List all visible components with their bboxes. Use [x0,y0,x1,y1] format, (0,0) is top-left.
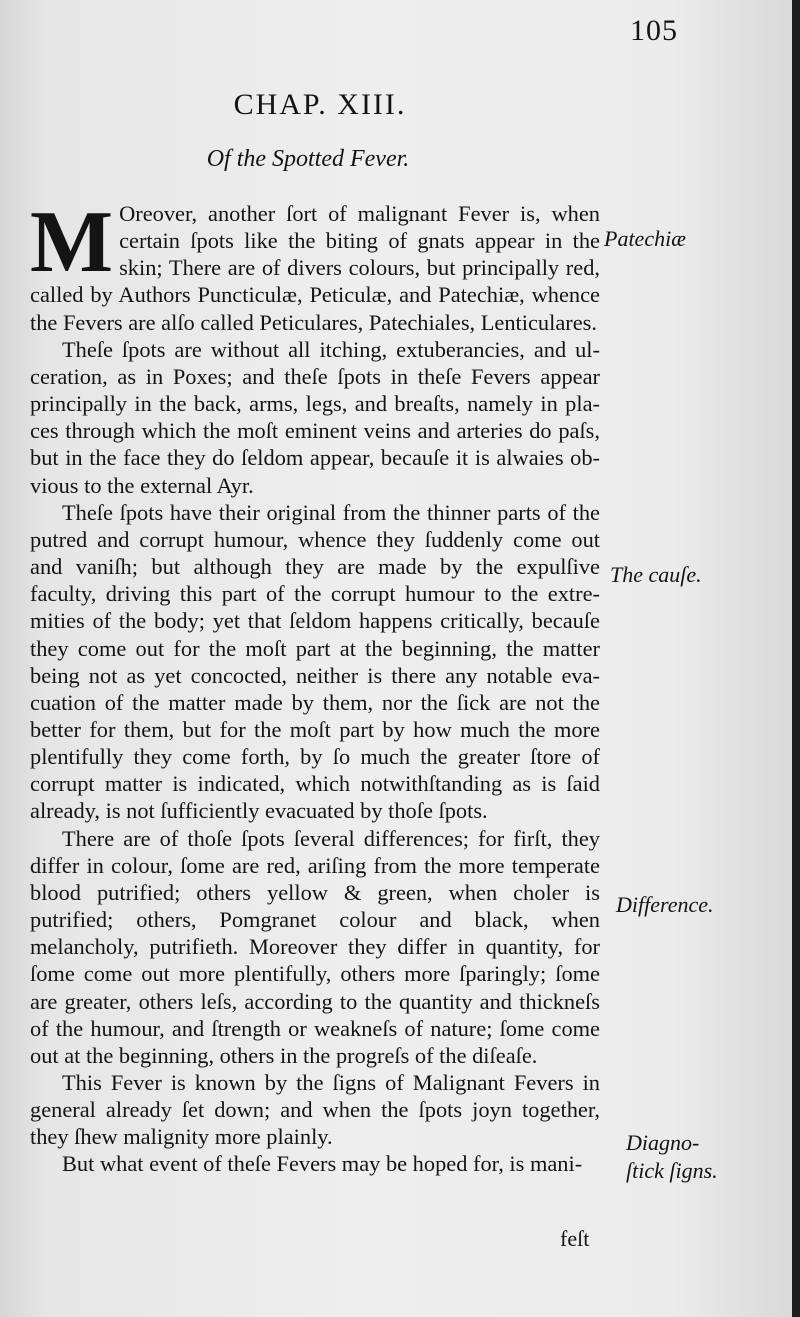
paragraph: Theſe ſpots have their original from the thinner parts of the putred and corrupt humour, whence they ſuddenly come out and vaniſh; but although they are made by the expulſive faculty, driving this part of the corrupt humour to the extremities of the body; yet that ſeldom happens critically, becauſe they come out for the moſt part at the beginning, the matter being not as yet concocted, neither is there any notable evacuation of the matter made by them, nor the ſick are not the better for them, but for the moſt part by how much the more plentifully they come forth, by ſo much the greater ſtore of corrupt matter is indicated, which notwithſtanding as is ſaid already, is not ſufficiently evacuated by thoſe ſpots. [30,499,600,824]
catchword: feſt [560,1226,590,1251]
paragraph: There are of thoſe ſpots ſeveral differences; for firſt, they differ in colour, ſome are red, ariſing from the more temperate blood putrified; others yellow & green, when choler is putrified; others, Pomgranet colour and black, when melancholy, putrifieth. Moreover they differ in quantity, for ſome come out more plentifully, others more ſparingly; ſome are greater, others leſs, according to the quantity and thickneſs of the humour, and ſtrength or weakneſs of nature; ſome come out at the beginning, others in the progreſs of the diſeaſe. [30,825,600,1068]
page-number: 105 [630,14,678,47]
paragraph-text: Oreover, another ſort of malignant Fever is, when certain ſpots like the biting of gnats appear in the skin; There are of divers colours, but principally red, called by Authors Puncticulæ, Peticulæ, and Patechiæ, whence the Fevers are alſo called Peticulares, Patechiales, Lenticulares. [30,201,600,335]
paragraph: Theſe ſpots are without all itching, extuberancies, and ulceration, as in Poxes; and theſe ſpots in theſe Fevers appear principally in the back, arms, legs, and breaſts, namely in places through which the moſt eminent veins and arteries do paſs, but in the face they do ſeldom appear, becauſe it is alwaies obvious to the external Ayr. [30,336,600,498]
margin-note-patechiae: Patechiæ [604,226,686,251]
margin-note-cause: The cauſe. [610,562,702,587]
margin-note-diagnostic-line1: Diagno- [626,1130,700,1155]
paragraph: But what event of theſe Fevers may be hoped for, is mani- [62,1151,583,1177]
paragraph: This Fever is known by the ſigns of Malignant Fevers in general already ſet down; and when the ſpots joyn together, they ſhew malignity more plainly. [30,1070,600,1150]
paragraph [30,194,600,336]
main-text [30,194,600,1178]
margin-note-diagnostic-line2: ſtick ſigns. [626,1158,718,1183]
margin-note-difference: Difference. [616,892,714,917]
chapter-heading: CHAP. XIII. [233,88,407,121]
chapter-subtitle: Of the Spotted Fever. [206,146,410,172]
drop-cap: M [30,194,114,291]
